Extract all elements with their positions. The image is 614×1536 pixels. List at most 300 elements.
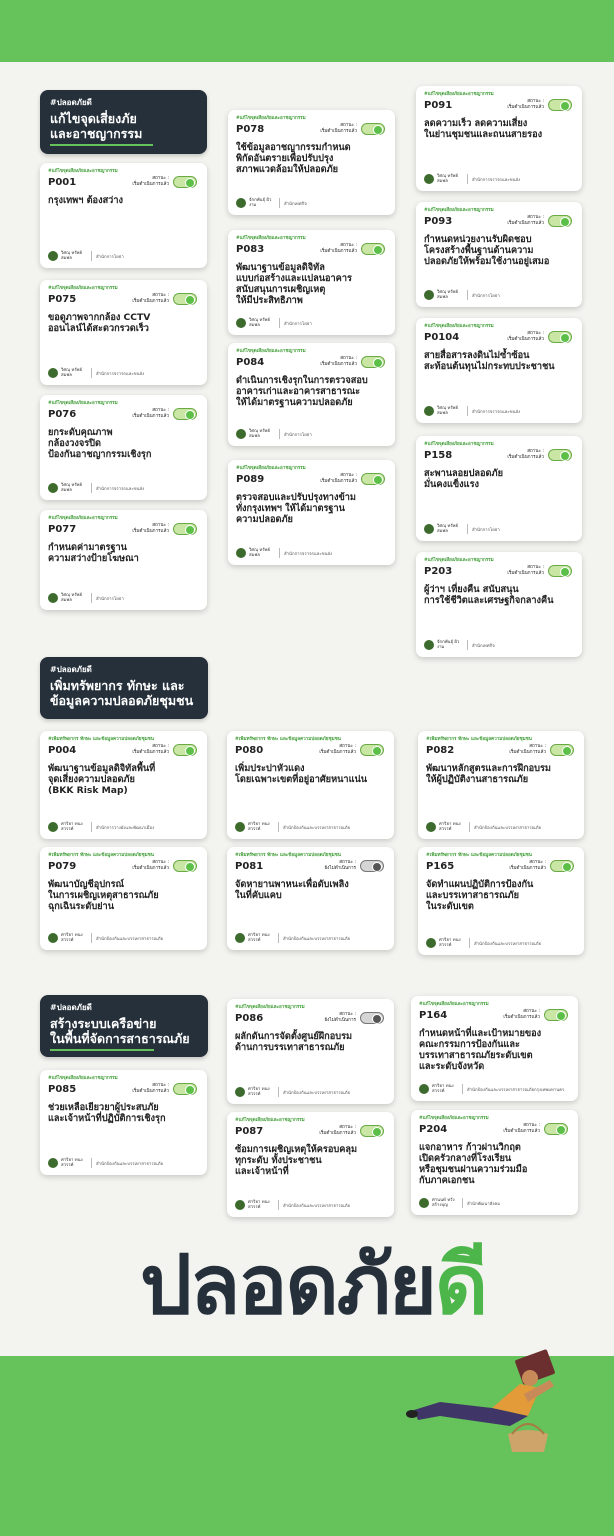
status-toggle[interactable] [548,215,572,227]
status-label: สถานะ : [339,860,356,865]
responsible-department: สำนักป้องกันและบรรเทาสาธารณภัย [283,936,351,942]
toggle-knob [560,451,570,461]
card-description [236,492,387,525]
status-label: สถานะ : [527,215,544,220]
description-line: ให้มีประสิทธิภาพ [236,295,303,306]
responsible-person: ศานนท์ หวังสร้างบุญ [432,1198,455,1208]
responsible-person: วิศณุ ทรัพย์สมพล [61,483,82,493]
card-description [236,142,387,175]
responsible-person: วิศณุ ทรัพย์สมพล [61,251,82,261]
card-category: #แก้ไขจุดเสี่ยงภัยและอาชญากรรม [419,1002,489,1007]
status-label: สถานะ : [527,449,544,454]
card-code: P091 [424,100,453,111]
description-line: และเจ้าหน้าที่ปฏิบัติการเชิงรุก [48,1113,166,1124]
section-title: เพิ่มทรัพยากร ทักษะ และ ข้อมูลความปลอดภัยชุมชน [50,678,194,708]
card-description [48,195,199,206]
card-code: P079 [48,861,77,872]
description-line: และเจ้าหน้าที่ [235,1166,289,1177]
status-value: เริ่มดำเนินการแล้ว [320,129,357,134]
responsible-person: ศาริยา ทนงสวรรค์ [439,938,461,948]
description-line: ผู้ว่าฯ เที่ยงคืน สนับสนุน [424,584,519,595]
card-status [132,293,169,305]
status-value: เริ่มดำเนินการแล้ว [507,105,544,110]
footer-divider [91,933,92,943]
card-description [235,1144,386,1177]
description-line: สภาพแวดล้อมให้ปลอดภัย [236,164,339,175]
policy-card-p001[interactable] [40,163,207,268]
description-line: ออนไลน์ได้สะดวกรวดเร็ว [48,323,149,334]
responsible-department: สำนักป้องกันและบรรเทาสาธารณภัย [283,825,351,831]
card-category: #แก้ไขจุดเสี่ยงภัยและอาชญากรรม [236,116,306,121]
card-footer [48,1157,199,1169]
status-value: เริ่มดำเนินการแล้ว [507,455,544,460]
footer-divider [91,251,92,261]
footer-divider [91,1158,92,1168]
description-line: ในย่านชุมชนและถนนสายรอง [424,129,543,140]
status-value: เริ่มดำเนินการแล้ว [320,479,357,484]
responsible-person: วิศณุ ทรัพย์สมพล [249,548,270,558]
description-line: สายสื่อสารลงดินไม่ซ้ำซ้อน [424,350,530,361]
status-label: สถานะ : [339,1125,356,1130]
card-category: #แก้ไขจุดเสี่ยงภัยและอาชญากรรม [424,558,494,563]
section-header-network [40,995,208,1057]
policy-card-p0104[interactable] [416,318,582,423]
description-line: (BKK Risk Map) [48,785,128,796]
status-value: เริ่มดำเนินการแล้ว [132,866,169,871]
toggle-knob [372,1014,382,1024]
policy-card-p075[interactable] [40,280,207,385]
status-toggle[interactable] [360,744,384,756]
description-line: ดำเนินการเชิงรุกในการตรวจสอบ [236,375,368,386]
card-description [419,1142,570,1186]
description-line: และระดับจังหวัด [419,1061,485,1072]
card-footer [424,405,574,417]
card-code: P164 [419,1010,448,1021]
footer-divider [469,938,470,948]
avatar [424,640,434,650]
card-code: P078 [236,124,265,135]
status-label: สถานะ : [152,744,169,749]
policy-card-p076[interactable] [40,395,207,500]
card-footer [236,547,387,559]
card-description [48,312,199,334]
status-toggle[interactable] [173,860,197,872]
status-label: สถานะ : [340,123,357,128]
card-category: #เพิ่มทรัพยากร ทักษะ และข้อมูลความปลอดภัยชุมชน [426,737,532,742]
responsible-department: สำนักการโยธา [472,293,500,299]
status-value: เริ่มดำเนินการแล้ว [132,529,169,534]
card-status [319,744,356,756]
avatar [424,406,434,416]
description-line: กรุงเทพฯ ต้องสว่าง [48,195,123,206]
card-code: P081 [235,861,264,872]
card-category: #แก้ไขจุดเสี่ยงภัยและอาชญากรรม [424,324,494,329]
description-line: และบรรเทาสาธารณภัย [426,890,519,901]
status-label: สถานะ : [340,356,357,361]
section-tag: #ปลอดภัยดี [50,665,92,674]
status-toggle[interactable] [550,860,574,872]
card-footer [424,289,574,301]
description-line: ในการเผชิญเหตุสาธารณภัย [48,890,159,901]
section-tag: #ปลอดภัยดี [50,1003,92,1012]
description-line: ให้ได้มาตรฐานความปลอดภัย [236,397,353,408]
logo-wordmark: ปลอดภัยดี [140,1238,487,1333]
description-line: พัฒนาหลักสูตรและการฝึกอบรม [426,763,551,774]
policy-card-p087[interactable] [227,1112,394,1217]
section-tag: #ปลอดภัยดี [50,98,92,107]
responsible-person: ศาริยา ทนงสวรรค์ [248,1200,270,1210]
description-line: โดยเฉพาะเขตที่อยู่อาศัยหนาแน่น [235,774,368,785]
toggle-knob [185,295,195,305]
description-line: กล้องวงจรปิด [48,438,101,449]
responsible-person: วิศณุ ทรัพย์สมพล [249,429,270,439]
card-code: P089 [236,474,265,485]
status-toggle[interactable] [173,1083,197,1095]
status-value: ยังไม่ดำเนินการ [324,1018,356,1023]
responsible-person: วิศณุ ทรัพย์สมพล [61,593,82,603]
status-value: เริ่มดำเนินการแล้ว [132,414,169,419]
policy-card-p091[interactable] [416,86,582,191]
avatar [48,933,58,943]
toggle-knob [185,525,195,535]
status-toggle[interactable] [173,523,197,535]
policy-card-p078[interactable] [228,110,395,215]
description-line: สะท้อนต้นทุนไม่กระทบประชาชน [424,361,555,372]
description-line: การใช้ชีวิตและเศรษฐกิจกลางคืน [424,595,554,606]
status-toggle[interactable] [173,293,197,305]
card-footer [48,367,199,379]
description-line: สะพานลอยปลอดภัย [424,468,503,479]
status-toggle[interactable] [361,123,385,135]
card-status [509,860,546,872]
footer-divider [278,1087,279,1097]
policy-card-p203[interactable] [416,552,582,657]
status-toggle[interactable] [360,860,384,872]
responsible-person: ศาริยา ทนงสวรรค์ [248,1087,270,1097]
card-status [507,449,544,461]
status-toggle[interactable] [361,243,385,255]
status-toggle[interactable] [360,1012,384,1024]
card-footer [235,1086,386,1098]
section-underline [50,1049,154,1051]
description-line: พิกัดอันตรายเพื่อปรับปรุง [236,153,334,164]
card-status [132,408,169,420]
policy-card-p084[interactable] [228,343,395,446]
toggle-knob [185,862,195,872]
toggle-knob [560,101,570,111]
policy-card-p165[interactable] [418,847,584,955]
card-status [132,744,169,756]
status-value: เริ่มดำเนินการแล้ว [507,221,544,226]
status-label: สถานะ : [152,176,169,181]
footer-divider [467,290,468,300]
status-label: สถานะ : [152,523,169,528]
section-header-risk [40,90,207,154]
card-status [132,1083,169,1095]
avatar [426,822,436,832]
card-description [48,763,199,796]
responsible-department: สำนักการโยธา [96,596,124,602]
policy-card-p080[interactable] [227,731,394,839]
card-status [320,123,357,135]
footer-divider [278,1200,279,1210]
responsible-department: สำนักการวางผังและพัฒนาเมือง [96,825,155,831]
card-code: P158 [424,450,453,461]
avatar [419,1084,429,1094]
card-description [48,879,199,912]
card-category: #แก้ไขจุดเสี่ยงภัยและอาชญากรรม [424,92,494,97]
description-line: ใช้ข้อมูลอาชญากรรมกำหนด [236,142,351,153]
section-underline [50,144,153,146]
card-code: P203 [424,566,453,577]
status-value: เริ่มดำเนินการแล้ว [507,571,544,576]
policy-card-p086[interactable] [227,999,394,1104]
avatar [235,1200,245,1210]
description-line: ซ้อมการเผชิญเหตุให้ครอบคลุม [235,1144,358,1155]
card-description [424,468,574,490]
card-footer [236,197,387,209]
avatar [236,429,246,439]
card-code: P077 [48,524,77,535]
card-status [503,1009,540,1021]
card-description [426,763,576,785]
status-toggle[interactable] [548,565,572,577]
status-value: เริ่มดำเนินการแล้ว [319,750,356,755]
card-category: #เพิ่มทรัพยากร ทักษะ และข้อมูลความปลอดภัยชุมชน [48,853,154,858]
card-description [48,1102,199,1124]
avatar [235,933,245,943]
status-value: เริ่มดำเนินการแล้ว [320,249,357,254]
card-footer [48,592,199,604]
card-footer [235,932,386,944]
policy-card-p004[interactable] [40,731,207,839]
card-category: #แก้ไขจุดเสี่ยงภัยและอาชญากรรม [48,286,118,291]
responsible-department: สำนักป้องกันและบรรเทาสาธารณภัย [283,1203,351,1209]
toggle-knob [562,862,572,872]
responsible-person: วิศณุ ทรัพย์สมพล [437,174,458,184]
card-code: P086 [235,1013,264,1024]
card-code: P075 [48,294,77,305]
status-value: เริ่มดำเนินการแล้ว [509,866,546,871]
card-code: P076 [48,409,77,420]
footer-divider [91,483,92,493]
policy-card-p164[interactable] [411,996,578,1101]
toggle-knob [560,333,570,343]
logo-accent: ดี [434,1238,487,1333]
policy-card-p079[interactable] [40,847,207,950]
description-line: โครงสร้างพื้นฐานด้านความ [424,245,534,256]
policy-card-p081[interactable] [227,847,394,950]
description-line: พัฒนาฐานข้อมูลดิจิทัลพื้นที่ [48,763,156,774]
toggle-knob [185,410,195,420]
status-toggle[interactable] [360,1125,384,1137]
card-code: P004 [48,745,77,756]
policy-card-p158[interactable] [416,436,582,541]
responsible-person: ศาริยา ทนงสวรรค์ [439,822,461,832]
card-footer [236,317,387,329]
card-status [320,243,357,255]
description-line: ลดความเร็ว ลดความเสี่ยง [424,118,528,129]
card-code: P087 [235,1126,264,1137]
card-category: #แก้ไขจุดเสี่ยงภัยและอาชญากรรม [235,1118,305,1123]
toggle-knob [373,358,383,368]
avatar [48,822,58,832]
status-value: เริ่มดำเนินการแล้ว [503,1015,540,1020]
status-label: สถานะ : [339,744,356,749]
description-line: ฉุกเฉินระดับย่าน [48,901,114,912]
status-label: สถานะ : [152,1083,169,1088]
card-category: #เพิ่มทรัพยากร ทักษะ และข้อมูลความปลอดภัยชุมชน [235,853,341,858]
status-label: สถานะ : [340,243,357,248]
status-toggle[interactable] [548,449,572,461]
card-status [509,744,546,756]
card-code: P0104 [424,332,460,343]
avatar [48,251,58,261]
description-line: ความสว่างป้ายโฆษณา [48,553,139,564]
responsible-person: ศาริยา ทนงสวรรค์ [61,1158,83,1168]
description-line: ป้องกันอาชญากรรมเชิงรุก [48,449,152,460]
avatar [236,318,246,328]
card-code: P093 [424,216,453,227]
policy-card-p089[interactable] [228,460,395,565]
card-status [503,1123,540,1135]
status-toggle[interactable] [173,744,197,756]
description-line: กำหนดหน้าที่และเป้าหมายของ [419,1028,542,1039]
description-line: กับภาคเอกชน [419,1175,475,1186]
card-status [319,1125,356,1137]
description-line: ตรวจสอบและปรับปรุงทางข้าม [236,492,356,503]
responsible-person: ศาริยา ทนงสวรรค์ [61,933,83,943]
responsible-person: ศาริยา ทนงสวรรค์ [432,1084,454,1094]
toggle-knob [185,178,195,188]
responsible-department: สำนักพัฒนาสังคม [467,1201,501,1207]
status-label: สถานะ : [152,408,169,413]
footer-divider [467,640,468,650]
card-category: #เพิ่มทรัพยากร ทักษะ และข้อมูลความปลอดภัยชุมชน [426,853,532,858]
card-description [236,375,387,408]
card-footer [236,428,387,440]
card-category: #แก้ไขจุดเสี่ยงภัยและอาชญากรรม [235,1005,305,1010]
card-status [132,860,169,872]
status-toggle[interactable] [544,1009,568,1021]
description-line: จัดทำแผนปฏิบัติการป้องกัน [426,879,534,890]
card-description [419,1028,570,1072]
card-footer [48,821,199,833]
card-description [235,1031,386,1053]
responsible-person: วิศณุ ทรัพย์สมพล [249,318,270,328]
status-toggle[interactable] [173,408,197,420]
policy-card-p085[interactable] [40,1070,207,1175]
card-category: #แก้ไขจุดเสี่ยงภัยและอาชญากรรม [424,208,494,213]
description-line: คณะกรรมการป้องกันและ [419,1039,520,1050]
status-toggle[interactable] [361,356,385,368]
card-status [132,523,169,535]
card-footer [424,523,574,535]
description-line: มั่นคงแข็งแรง [424,479,479,490]
avatar [235,822,245,832]
status-label: สถานะ : [152,293,169,298]
description-line: ผลักดันการจัดตั้งศูนย์ฝึกอบรม [235,1031,353,1042]
card-status [320,356,357,368]
card-status [507,99,544,111]
responsible-person: ศาริยา ทนงสวรรค์ [248,822,270,832]
description-line: จัดหายานพาหนะเพื่อดับเพลิง [235,879,349,890]
toggle-knob [372,862,382,872]
status-toggle[interactable] [550,744,574,756]
card-footer [48,482,199,494]
status-value: เริ่มดำเนินการแล้ว [132,182,169,187]
footer-divider [278,822,279,832]
avatar [48,1158,58,1168]
card-description [48,542,199,564]
description-line: ทุกระดับ ทั้งประชาชน [235,1155,322,1166]
card-code: P083 [236,244,265,255]
card-category: #แก้ไขจุดเสี่ยงภัยและอาชญากรรม [48,1076,118,1081]
status-label: สถานะ : [527,565,544,570]
card-description [48,427,199,460]
policy-card-p204[interactable] [411,1110,578,1215]
responsible-person: จักกพันธุ์ ผิวงาม [437,640,460,650]
toggle-knob [556,1125,566,1135]
toggle-knob [560,567,570,577]
status-toggle[interactable] [548,99,572,111]
avatar [236,198,246,208]
description-line: เพิ่มประปาหัวแดง [235,763,305,774]
section-header-resources [40,657,208,719]
description-line: แบบก่อสร้างและแปลนอาคาร [236,273,352,284]
description-line: ในระดับเขต [426,901,474,912]
policy-card-p077[interactable] [40,510,207,610]
card-status [132,176,169,188]
responsible-department: สำนักการจราจรและขนส่ง [96,371,145,377]
card-status [507,215,544,227]
card-description [424,350,574,372]
avatar [235,1087,245,1097]
card-footer [426,937,576,949]
card-footer [424,639,574,651]
status-toggle[interactable] [544,1123,568,1135]
card-code: P165 [426,861,455,872]
card-status [324,860,356,872]
status-label: สถานะ : [527,331,544,336]
responsible-department: สำนักการจราจรและขนส่ง [284,551,333,557]
avatar [48,593,58,603]
description-line: พัฒนาบัญชีอุปกรณ์ [48,879,125,890]
card-code: P080 [235,745,264,756]
status-label: สถานะ : [523,1123,540,1128]
responsible-department: สำนักการโยธา [284,432,312,438]
card-description [424,234,574,267]
policy-card-p082[interactable] [418,731,584,839]
footer-divider [462,1084,463,1094]
card-description [236,262,387,306]
toggle-knob [185,746,195,756]
section-title: สร้างระบบเครือข่าย ในพื้นที่จัดการสาธารณภัย [50,1016,190,1046]
card-description [426,879,576,912]
policy-card-p083[interactable] [228,230,395,335]
description-line: ยกระดับคุณภาพ [48,427,113,438]
responsible-person: ศาริยา ทนงสวรรค์ [248,933,270,943]
policy-card-p093[interactable] [416,202,582,307]
status-value: เริ่มดำเนินการแล้ว [319,1131,356,1136]
description-line: สนับสนุนการเผชิญเหตุ [236,284,326,295]
footer-divider [279,548,280,558]
status-toggle[interactable] [361,473,385,485]
status-value: เริ่มดำเนินการแล้ว [320,362,357,367]
status-toggle[interactable] [173,176,197,188]
card-category: #แก้ไขจุดเสี่ยงภัยและอาชญากรรม [48,401,118,406]
status-toggle[interactable] [548,331,572,343]
